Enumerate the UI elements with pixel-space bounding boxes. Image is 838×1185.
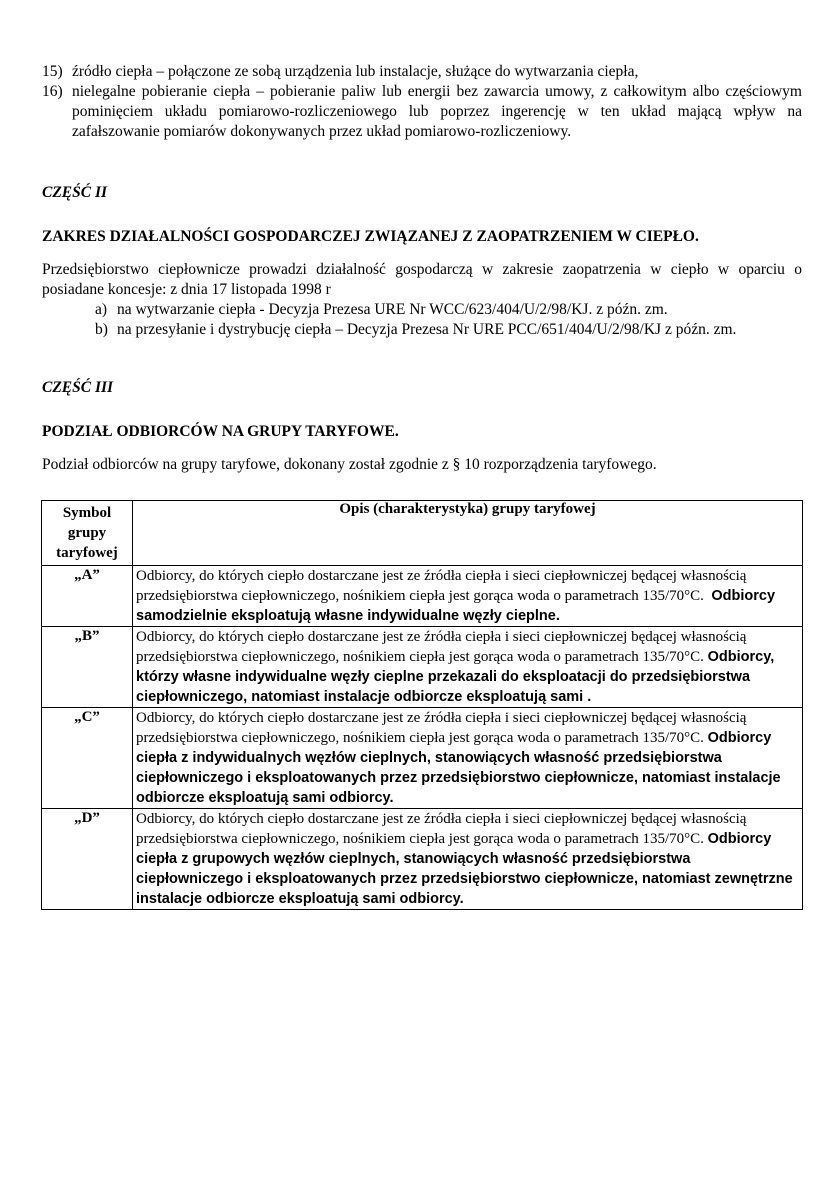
group-description (133, 708, 803, 809)
definition-text: źródło ciepła – połączone ze sobą urządzenia lub instalacje, służące do wytwarzania ciepła, (72, 63, 639, 80)
group-description (133, 627, 803, 708)
concession-list (95, 300, 802, 340)
header-description: Opis (charakterystyka) grupy taryfowej (133, 501, 803, 566)
group-description (133, 809, 803, 910)
group-symbol: „C” (42, 708, 133, 809)
group-symbol: „B” (42, 627, 133, 708)
document-page (42, 62, 802, 475)
list-item (95, 300, 802, 320)
table-row (42, 566, 803, 627)
group-symbol: „A” (42, 566, 133, 627)
description-bold: Odbiorcy, którzy własne indywidualne węzły cieplne przekazali do eksploatacji do przedsiębiorstwa ciepłowniczego, natomiast instalacje odbiorcze eksploatują sami . (136, 649, 775, 705)
table-header-row (42, 501, 803, 566)
description-intro: Odbiorcy, do których ciepło dostarczane jest ze źródła ciepła i sieci ciepłowniczej będącej własnością przedsiębiorstwa ciepłowniczego, nośnikiem ciepła jest gorąca woda o parametrach 135/70°C. (136, 811, 747, 847)
part-3-paragraph: Podział odbiorców na grupy taryfowe, dokonany został zgodnie z § 10 rozporządzenia taryfowego. (42, 456, 657, 473)
list-text: na przesyłanie i dystrybucję ciepła – Decyzja Prezesa Nr URE PCC/651/404/U/2/98/KJ z późn. zm. (117, 321, 737, 338)
list-item (95, 320, 802, 340)
definition-text: nielegalne pobieranie ciepła – pobieranie paliw lub energii bez zawarcia umowy, z całkowitym albo częściowym pominięciem układu pomiarowo-rozliczeniowego lub poprzez ingerencję w ten układ mającą wpływ na zafałszowanie pomiarów dokonywanych przez układ pomiarowo-rozliczeniowy. (72, 83, 802, 140)
description-intro: Odbiorcy, do których ciepło dostarczane jest ze źródła ciepła i sieci ciepłowniczej będącej własnością przedsiębiorstwa ciepłowniczego, nośnikiem ciepła jest gorąca woda o parametrach 135/70°C. (136, 568, 747, 604)
description-bold: Odbiorcy ciepła z indywidualnych węzłów cieplnych, stanowiących własność przedsiębiorstwa ciepłowniczego i eksploatowanych przez przedsiębiorstwo ciepłownicze, natomiast instalacje odbiorcze eksploatują sami odbiorcy. (136, 730, 781, 806)
part-2-label: CZĘŚĆ II (42, 184, 108, 201)
description-intro: Odbiorcy, do których ciepło dostarczane jest ze źródła ciepła i sieci ciepłowniczej będącej własnością przedsiębiorstwa ciepłowniczego, nośnikiem ciepła jest gorąca woda o parametrach 135/70°C. (136, 710, 747, 746)
table-row (42, 809, 803, 910)
list-letter: a) (95, 301, 108, 318)
table-row (42, 627, 803, 708)
description-intro: Odbiorcy, do których ciepło dostarczane jest ze źródła ciepła i sieci ciepłowniczej będącej własnością przedsiębiorstwa ciepłowniczego, nośnikiem ciepła jest gorąca woda o parametrach 135/70°C. (136, 629, 747, 665)
group-description (133, 566, 803, 627)
header-symbol: Symbol grupy taryfowej (42, 501, 133, 566)
table-row (42, 708, 803, 809)
part-3-label: CZĘŚĆ III (42, 379, 114, 396)
part-3-heading: PODZIAŁ ODBIORCÓW NA GRUPY TARYFOWE. (42, 423, 399, 440)
description-bold: Odbiorcy samodzielnie eksploatują własne indywidualne węzły cieplne. (136, 588, 776, 624)
description-bold: Odbiorcy ciepła z grupowych węzłów cieplnych, stanowiących własność przedsiębiorstwa ciepłowniczego i eksploatowanych przez przedsiębiorstwo ciepłownicze, natomiast zewnętrzne instalacje odbiorcze eksploatują sami odbiorcy. (136, 831, 793, 907)
definition-number: 15) (42, 63, 63, 80)
list-text: na wytwarzanie ciepła - Decyzja Prezesa URE Nr WCC/623/404/U/2/98/KJ. z późn. zm. (117, 301, 668, 318)
definition-item-15 (42, 62, 802, 82)
part-2-heading: ZAKRES DZIAŁALNOŚCI GOSPODARCZEJ ZWIĄZANEJ Z ZAOPATRZENIEM W CIEPŁO. (42, 228, 699, 245)
definition-number: 16) (42, 83, 63, 100)
group-symbol: „D” (42, 809, 133, 910)
part-2-paragraph: Przedsiębiorstwo ciepłownicze prowadzi działalność gospodarczą w zakresie zaopatrzenia w ciepło w oparciu o posiadane koncesje: z dnia 17 listopada 1998 r (42, 261, 802, 298)
definition-item-16 (42, 82, 802, 142)
tariff-groups-table (41, 500, 803, 910)
list-letter: b) (95, 321, 108, 338)
